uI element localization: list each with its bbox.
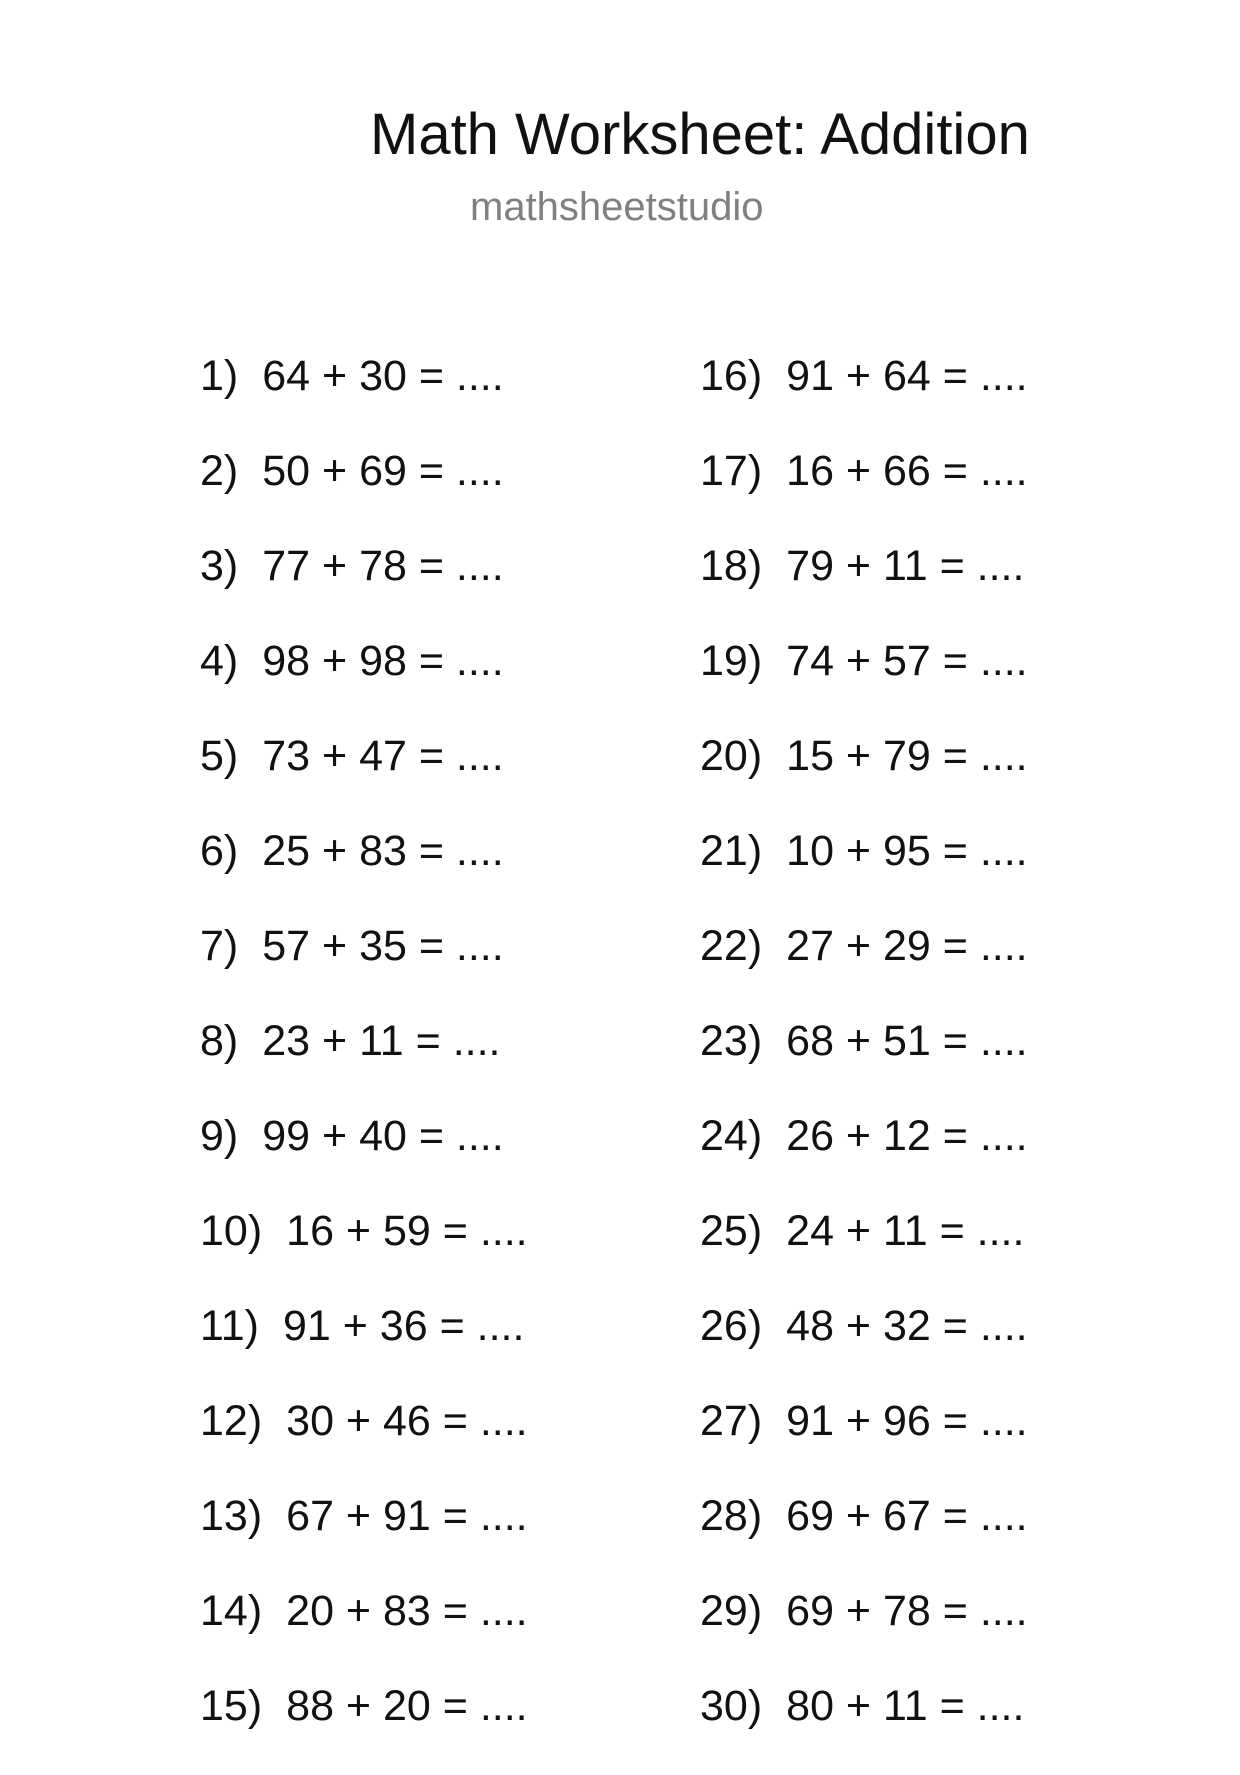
problem-item (700, 540, 1028, 635)
problem-expression: 15 + 79 = .... (786, 732, 1028, 780)
problem-expression: 69 + 78 = .... (786, 1587, 1028, 1635)
problem-number: 19) (700, 637, 763, 685)
problem-expression: 57 + 35 = .... (262, 922, 504, 970)
problem-number: 22) (700, 922, 763, 970)
problem-expression: 16 + 59 = .... (286, 1207, 528, 1255)
problem-number: 26) (700, 1302, 763, 1350)
problem-item (200, 825, 528, 920)
problem-item (700, 1205, 1028, 1300)
problem-item (200, 540, 528, 635)
problem-number: 21) (700, 827, 763, 875)
problem-expression: 69 + 67 = .... (786, 1492, 1028, 1540)
problem-item (200, 1680, 528, 1775)
problem-expression: 79 + 11 = .... (786, 542, 1025, 590)
problem-item (700, 1300, 1028, 1395)
problem-number: 28) (700, 1492, 763, 1540)
problem-item (200, 1205, 528, 1300)
problem-number: 5) (200, 732, 239, 780)
problem-expression: 91 + 96 = .... (786, 1397, 1028, 1445)
problem-number: 25) (700, 1207, 763, 1255)
problem-item (700, 730, 1028, 825)
problem-item (200, 445, 528, 540)
problem-item (700, 1110, 1028, 1205)
problem-expression: 30 + 46 = .... (286, 1397, 528, 1445)
problem-number: 12) (200, 1397, 263, 1445)
problem-number: 30) (700, 1682, 763, 1730)
problem-number: 24) (700, 1112, 763, 1160)
problem-expression: 91 + 36 = .... (282, 1302, 525, 1350)
worksheet-source: mathsheetstudio (470, 185, 764, 229)
problem-expression: 25 + 83 = .... (262, 827, 504, 875)
problem-number: 11) (200, 1302, 259, 1350)
problem-item (200, 1110, 528, 1205)
problem-item (200, 920, 528, 1015)
problem-column-right (700, 350, 1028, 1775)
problem-item (200, 1490, 528, 1585)
problem-column-left (200, 350, 528, 1775)
problem-item (700, 825, 1028, 920)
problem-expression: 73 + 47 = .... (262, 732, 504, 780)
problem-number: 14) (200, 1587, 263, 1635)
problem-item (700, 445, 1028, 540)
problem-number: 9) (200, 1112, 239, 1160)
problem-expression: 50 + 69 = .... (262, 447, 504, 495)
problem-item (200, 730, 528, 825)
problem-number: 17) (700, 447, 763, 495)
problem-expression: 80 + 11 = .... (786, 1682, 1025, 1730)
problem-item (200, 1015, 528, 1110)
problem-item (700, 1680, 1028, 1775)
problem-expression: 24 + 11 = .... (786, 1207, 1025, 1255)
problem-item (700, 920, 1028, 1015)
problem-number: 16) (700, 352, 763, 400)
problem-item (200, 1395, 528, 1490)
problem-item (700, 1015, 1028, 1110)
problem-expression: 67 + 91 = .... (286, 1492, 528, 1540)
problem-expression: 74 + 57 = .... (786, 637, 1028, 685)
problem-item (700, 350, 1028, 445)
problem-item (700, 635, 1028, 730)
problem-number: 3) (200, 542, 239, 590)
problem-expression: 99 + 40 = .... (262, 1112, 504, 1160)
problem-number: 15) (200, 1682, 263, 1730)
problem-item (200, 635, 528, 730)
problem-number: 7) (200, 922, 239, 970)
problem-number: 20) (700, 732, 763, 780)
problem-expression: 26 + 12 = .... (786, 1112, 1028, 1160)
problem-item (200, 1300, 528, 1395)
problem-item (200, 1585, 528, 1680)
problem-expression: 98 + 98 = .... (262, 637, 504, 685)
problem-item (200, 350, 528, 445)
problem-number: 6) (200, 827, 239, 875)
problem-number: 23) (700, 1017, 763, 1065)
problem-expression: 64 + 30 = .... (262, 352, 504, 400)
problem-number: 8) (200, 1017, 239, 1065)
problem-number: 27) (700, 1397, 763, 1445)
problem-item (700, 1490, 1028, 1585)
problem-number: 2) (200, 447, 239, 495)
problem-expression: 16 + 66 = .... (786, 447, 1028, 495)
problem-expression: 77 + 78 = .... (262, 542, 504, 590)
problem-expression: 27 + 29 = .... (786, 922, 1028, 970)
problem-number: 1) (200, 352, 239, 400)
problem-number: 29) (700, 1587, 763, 1635)
problem-number: 13) (200, 1492, 263, 1540)
problem-expression: 88 + 20 = .... (286, 1682, 528, 1730)
worksheet-title: Math Worksheet: Addition (370, 102, 1030, 167)
problem-expression: 23 + 11 = .... (262, 1017, 501, 1065)
problem-expression: 20 + 83 = .... (286, 1587, 528, 1635)
problem-number: 10) (200, 1207, 263, 1255)
problem-item (700, 1585, 1028, 1680)
problem-number: 4) (200, 637, 239, 685)
problem-number: 18) (700, 542, 763, 590)
problem-expression: 48 + 32 = .... (786, 1302, 1028, 1350)
problem-expression: 91 + 64 = .... (786, 352, 1028, 400)
problem-expression: 10 + 95 = .... (786, 827, 1028, 875)
problem-item (700, 1395, 1028, 1490)
problem-expression: 68 + 51 = .... (786, 1017, 1028, 1065)
